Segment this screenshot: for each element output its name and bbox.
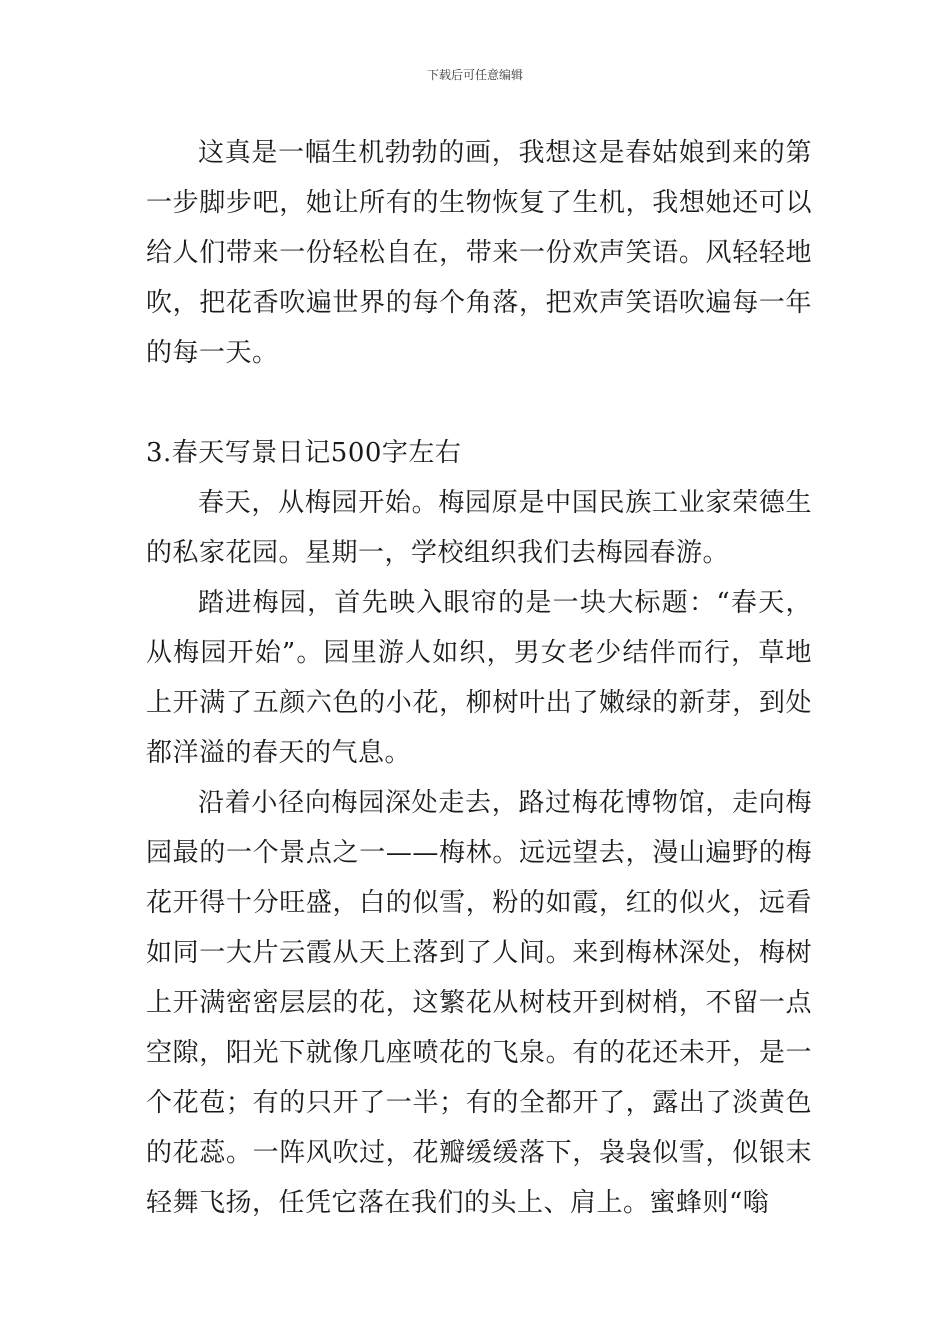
section-heading: 3.春天写景日记500字左右 xyxy=(146,438,462,468)
paragraph-2: 春天，从梅园开始。梅园原是中国民族工业家荣德生的私家花园。星期一，学校组织我们去梅园春游。 xyxy=(146,488,812,568)
paragraph-4: 沿着小径向梅园深处走去，路过梅花博物馆，走向梅园最的一个景点之一——梅林。远远望去，漫山遍野的梅花开得十分旺盛，白的似雪，粉的如霞，红的似火，远看如同一大片云霞从天上落到了人间。来到梅林深处，梅树上开满密密层层的花，这繁花从树枝开到树梢，不留一点空隙，阳光下就像几座喷花的飞泉。有的花还未开，是一个花苞；有的只开了一半；有的全都开了，露出了淡黄色的花蕊。一阵风吹过，花瓣缓缓落下，袅袅似雪，似银末轻舞飞扬，任凭它落在我们的头上、肩上。蜜蜂则“嗡 xyxy=(146,788,812,1218)
paragraph-1: 这真是一幅生机勃勃的画，我想这是春姑娘到来的第一步脚步吧，她让所有的生物恢复了生机，我想她还可以给人们带来一份轻松自在，带来一份欢声笑语。风轻轻地吹，把花香吹遍世界的每个角落，把欢声笑语吹遍每一年的每一天。 xyxy=(146,138,812,368)
paragraph-3: 踏进梅园，首先映入眼帘的是一块大标题：“春天，从梅园开始”。园里游人如织，男女老少结伴而行，草地上开满了五颜六色的小花，柳树叶出了嫩绿的新芽，到处都洋溢的春天的气息。 xyxy=(146,588,812,768)
paragraph-spacer xyxy=(146,378,812,428)
page-header: 下载后可任意编辑 xyxy=(426,68,523,82)
document-body xyxy=(146,128,812,1228)
